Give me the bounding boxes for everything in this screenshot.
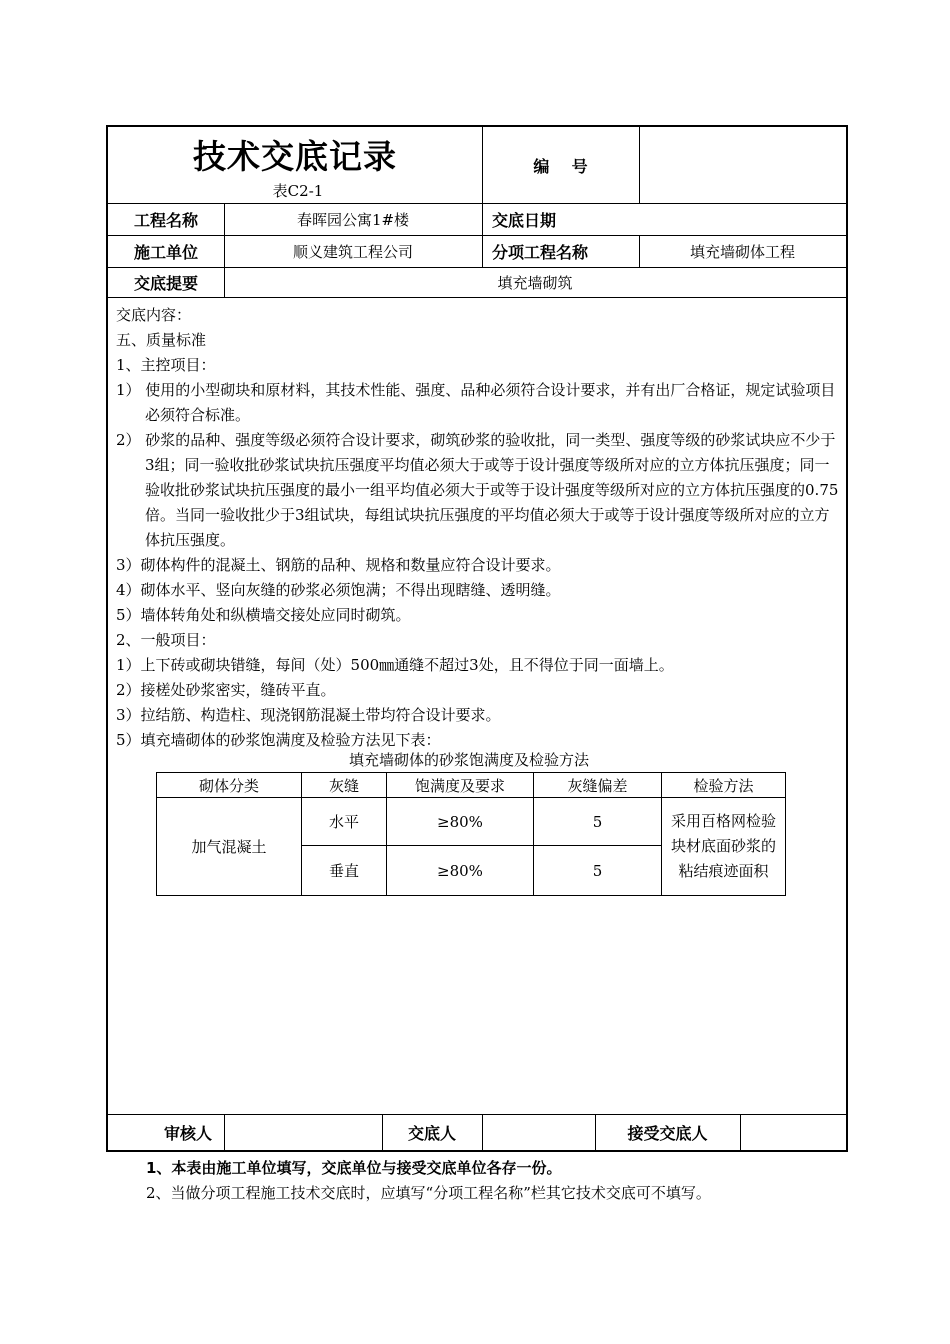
table-cell: 垂直 — [302, 846, 387, 896]
disclosure-content — [116, 303, 842, 753]
content-line: 五、质量标准 — [116, 331, 207, 349]
table-cell: ≥80% — [387, 846, 534, 896]
disclosure-form — [106, 125, 848, 1152]
table-cell: 水平 — [302, 798, 387, 846]
reviewer-value — [224, 1114, 382, 1150]
content-line: 3）拉结筋、构造柱、现浇钢筋混凝土带均符合设计要求。 — [116, 706, 501, 724]
project-name-value: 春晖园公寓1#楼 — [296, 210, 410, 229]
number-value — [639, 127, 846, 203]
content-line: 4）砌体水平、竖向灰缝的砂浆必须饱满；不得出现瞎缝、透明缝。 — [116, 581, 561, 599]
content-line: 交底内容： — [116, 306, 192, 324]
note-2: 2、当做分项工程施工技术交底时，应填写“分项工程名称”栏其它技术交底可不填写。 — [146, 1184, 711, 1202]
reviewer-label: 审核人 — [163, 1123, 212, 1143]
content-line: 1、主控项目： — [116, 356, 216, 374]
date-value — [598, 203, 846, 235]
content-line: 3）砌体构件的混凝土、钢筋的品种、规格和数量应符合设计要求。 — [116, 556, 561, 574]
content-line: 5）墙体转角处和纵横墙交接处应同时砌筑。 — [116, 606, 411, 624]
summary-value: 填充墙砌筑 — [497, 273, 573, 292]
table-caption: 填充墙砌体的砂浆饱满度及检验方法 — [348, 751, 589, 769]
subproject-value: 填充墙砌体工程 — [689, 242, 795, 261]
summary-label: 交底提要 — [133, 273, 198, 293]
content-line: 1） 使用的小型砌块和原材料，其技术性能、强度、品种必须符合设计要求，并有出厂合格证，规定试验项目必须符合标准。 — [116, 381, 836, 424]
project-name-label: 工程名称 — [133, 210, 198, 230]
content-line: 1）上下砖或砌块错缝，每间（处）500㎜通缝不超过3处，且不得位于同一面墙上。 — [116, 656, 674, 674]
table-cell-method: 采用百格网检验块材底面砂浆的粘结痕迹面积 — [662, 798, 786, 896]
table-header: 灰缝偏差 — [534, 773, 662, 798]
content-line: 2） 砂浆的品种、强度等级必须符合设计要求，砌筑砂浆的验收批，同一类型、强度等级的砂浆试块应不少于3组；同一验收批砂浆试块抗压强度平均值必须大于或等于设计强度等级所对应的立方体抗压强度；同一验收批砂浆试块抗压强度的最小一组平均值必须大于或等于设计强度等级所对应的立方体抗压强度的0.75倍。当同一验收批少于3组试块，每组试块抗压强度的平均值必须大于或等于设计强度等级所对应的立方体抗压强度。 — [116, 431, 839, 549]
subproject-label: 分项工程名称 — [492, 242, 589, 262]
table-header: 饱满度及要求 — [387, 773, 534, 798]
table-cell: ≥80% — [387, 798, 534, 846]
discloser-label: 交底人 — [407, 1123, 456, 1143]
discloser-value — [482, 1114, 595, 1150]
rule — [108, 297, 846, 298]
form-code: 表C2-1 — [272, 181, 324, 200]
table-header: 灰缝 — [302, 773, 387, 798]
contractor-value: 顺义建筑工程公司 — [292, 242, 413, 261]
content-line: 5）填充墙砌体的砂浆饱满度及检验方法见下表： — [116, 731, 441, 749]
receiver-value — [740, 1114, 846, 1150]
table-header: 检验方法 — [662, 773, 786, 798]
note-1: 1、本表由施工单位填写，交底单位与接受交底单位各存一份。 — [146, 1159, 562, 1177]
content-line: 2）接槎处砂浆密实，缝砖平直。 — [116, 681, 336, 699]
content-line: 2、一般项目： — [116, 631, 216, 649]
number-label: 编 号 — [533, 156, 588, 176]
mortar-fullness-table — [156, 772, 786, 896]
receiver-label: 接受交底人 — [627, 1123, 708, 1143]
contractor-label: 施工单位 — [133, 242, 198, 262]
table-header: 砌体分类 — [157, 773, 302, 798]
date-label: 交底日期 — [492, 210, 557, 230]
form-title: 技术交底记录 — [193, 136, 397, 176]
table-cell-category: 加气混凝土 — [157, 798, 302, 896]
table-cell: 5 — [534, 846, 662, 896]
table-cell: 5 — [534, 798, 662, 846]
